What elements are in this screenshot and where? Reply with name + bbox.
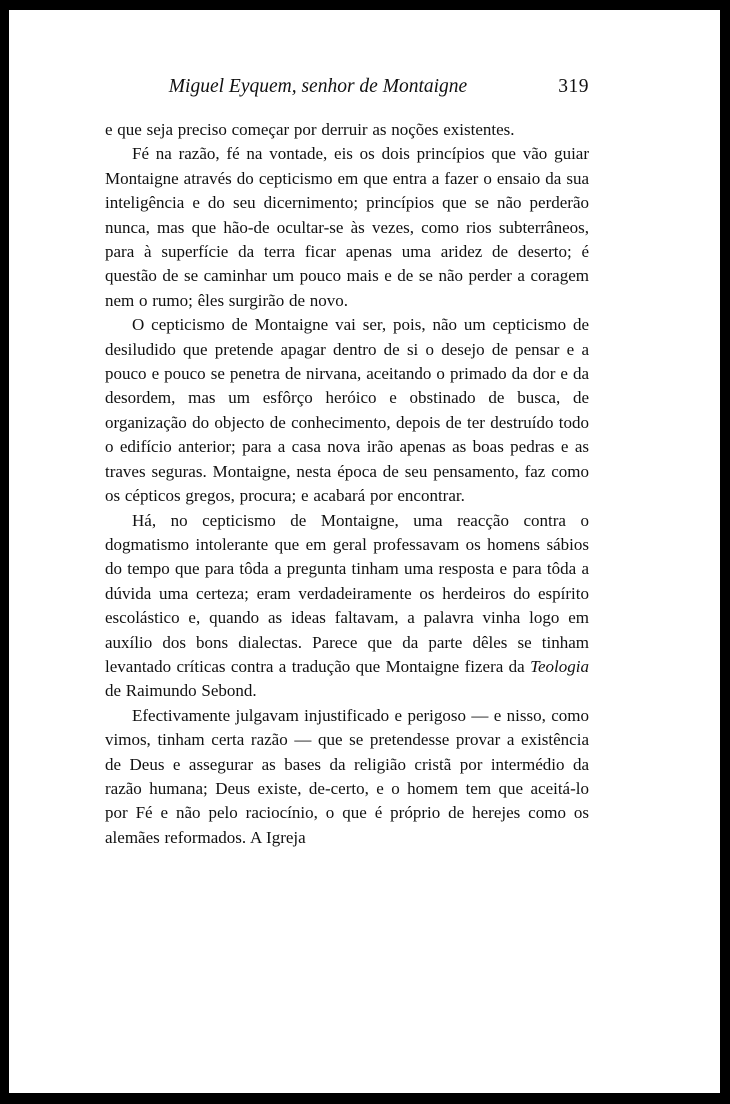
body-text: [105, 118, 589, 850]
page-number: 319: [558, 76, 589, 97]
book-title-italic: Teologia: [530, 656, 589, 676]
paragraph: Fé na razão, fé na vontade, eis os dois princípios que vão guiar Montaigne através do cepticismo em que entra a fazer o ensaio da sua inteligência e do seu dicernimento; princípios que se não perderão nunca, mas que hão-de ocultar-se às vezes, como rios subterrâneos, para à superfície da terra ficar apenas uma aridez de deserto; é questão de se caminhar um pouco mais e de se não perder a coragem nem o rumo; êles surgirão de novo.: [105, 144, 589, 310]
paragraph: [105, 509, 589, 704]
paragraph-continuation: e que seja preciso começar por derruir as noções existentes.: [105, 120, 515, 139]
paragraph: Efectivamente julgavam injustificado e perigoso — e nisso, como vimos, tinham certa razão — que se pretendesse provar a existência de Deus e assegurar as bases da religião cristã por intermédio da razão humana; Deus existe, de-certo, e o homem tem que aceitá-lo por Fé e não pelo raciocínio, o que é próprio de herejes como os alemães reformados. A Igreja: [105, 705, 589, 847]
paragraph-text: de Raimundo Sebond.: [105, 681, 257, 701]
running-title: Miguel Eyquem, senhor de Montaigne: [168, 76, 468, 97]
paragraph: O cepticismo de Montaigne vai ser, pois, não um cepticismo de desiludido que pretende apagar dentro de si o desejo de pensar e a pouco e pouco se penetra de nirvana, aceitando o primado da dor e da desordem, mas um esfôrço heróico e obstinado de busca, de organização do objecto de conhecimento, depois de ter destruído todo o edifício anterior; para a casa nova irão apenas as boas pedras e as traves seguras. Montaigne, nesta época de seu pensamento, faz como os cépticos gregos, procura; e acabará por encontrar.: [105, 315, 589, 506]
book-page: [9, 10, 720, 1093]
page-header: [105, 76, 589, 106]
paragraph-text: Há, no cepticismo de Montaigne, uma reacção contra o dogmatismo intolerante que em geral professavam os homens sábios do tempo que para tôda a pregunta tinham uma resposta e para tôda a dúvida uma certeza; eram verdadeiramente os herdeiros do espírito escolástico e, quando as ideas faltavam, a palavra vinha logo em auxílio dos bons dialectas. Parece que da parte dêles se tinham levantado críticas contra a tradução que Montaigne fizera da: [105, 510, 589, 676]
